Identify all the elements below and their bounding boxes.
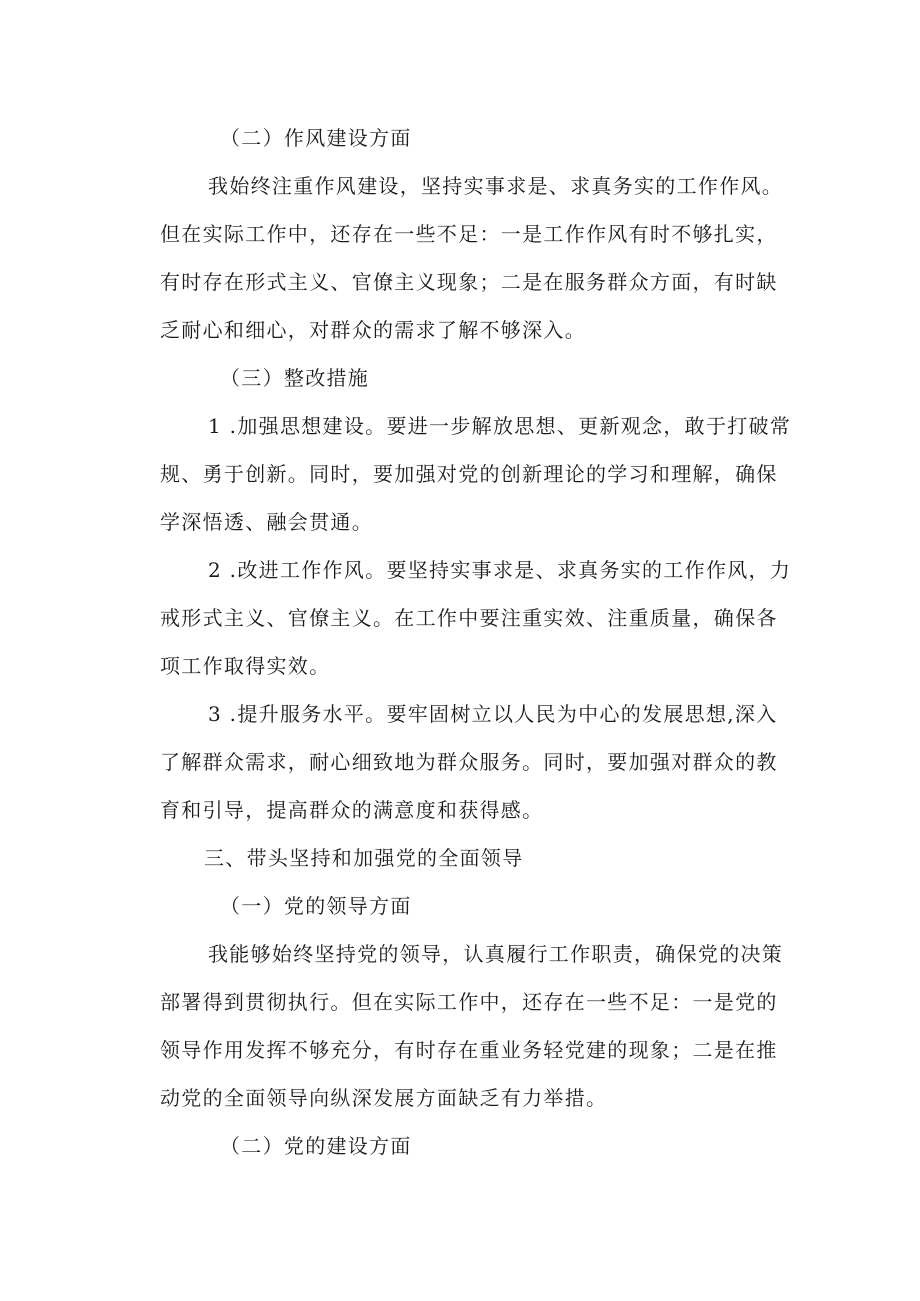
text-line: 但在实际工作中，还存在一些不足：一是工作作风有时不够扎实， (160, 222, 778, 246)
text-line: （二）党的建设方面 (220, 1134, 412, 1158)
text-line: 部署得到贯彻执行。但在实际工作中，还存在一些不足：一是党的 (160, 990, 778, 1014)
section-subheading (160, 354, 786, 402)
section-heading (160, 834, 786, 882)
text-line: 3 .提升服务水平。要牢固树立以人民为中心的发展思想,深入 (208, 702, 778, 726)
section-subheading (160, 114, 786, 162)
text-line: 育和引导，提高群众的满意度和获得感。 (160, 798, 544, 822)
text-line: 三、带头坚持和加强党的全面领导 (204, 846, 524, 870)
text-line: 我能够始终坚持党的领导，认真履行工作职责，确保党的决策 (208, 942, 784, 966)
section-subheading (160, 882, 786, 930)
text-line: 1 .加强思想建设。要进一步解放思想、更新观念，敢于打破常 (208, 414, 792, 438)
body-paragraph (160, 930, 786, 1122)
body-paragraph (160, 546, 792, 690)
text-line: 动党的全面领导向纵深发展方面缺乏有力举措。 (160, 1086, 608, 1110)
text-line: 了解群众需求，耐心细致地为群众服务。同时，要加强对群众的教 (160, 750, 778, 774)
text-line: 学深悟透、融会贯通。 (160, 510, 373, 534)
body-paragraph (160, 402, 792, 546)
text-line: （三）整改措施 (220, 366, 370, 390)
text-line: 领导作用发挥不够充分，有时存在重业务轻党建的现象；二是在推 (160, 1038, 778, 1062)
text-line: 项工作取得实效。 (160, 654, 331, 678)
text-line: 有时存在形式主义、官僚主义现象；二是在服务群众方面，有时缺 (160, 270, 778, 294)
text-line: 2 .改进工作作风。要坚持实事求是、求真务实的工作作风，力 (208, 558, 792, 582)
text-line: 乏耐心和细心，对群众的需求了解不够深入。 (160, 318, 586, 342)
body-paragraph (160, 690, 786, 834)
text-line: （一）党的领导方面 (220, 894, 412, 918)
body-paragraph (160, 162, 786, 354)
section-subheading (160, 1122, 786, 1170)
text-line: 我始终注重作风建设，坚持实事求是、求真务实的工作作风。 (208, 174, 784, 198)
text-line: （二）作风建设方面 (220, 126, 412, 150)
text-line: 戒形式主义、官僚主义。在工作中要注重实效、注重质量，确保各 (160, 606, 778, 630)
text-line: 规、勇于创新。同时，要加强对党的创新理论的学习和理解，确保 (160, 462, 778, 486)
